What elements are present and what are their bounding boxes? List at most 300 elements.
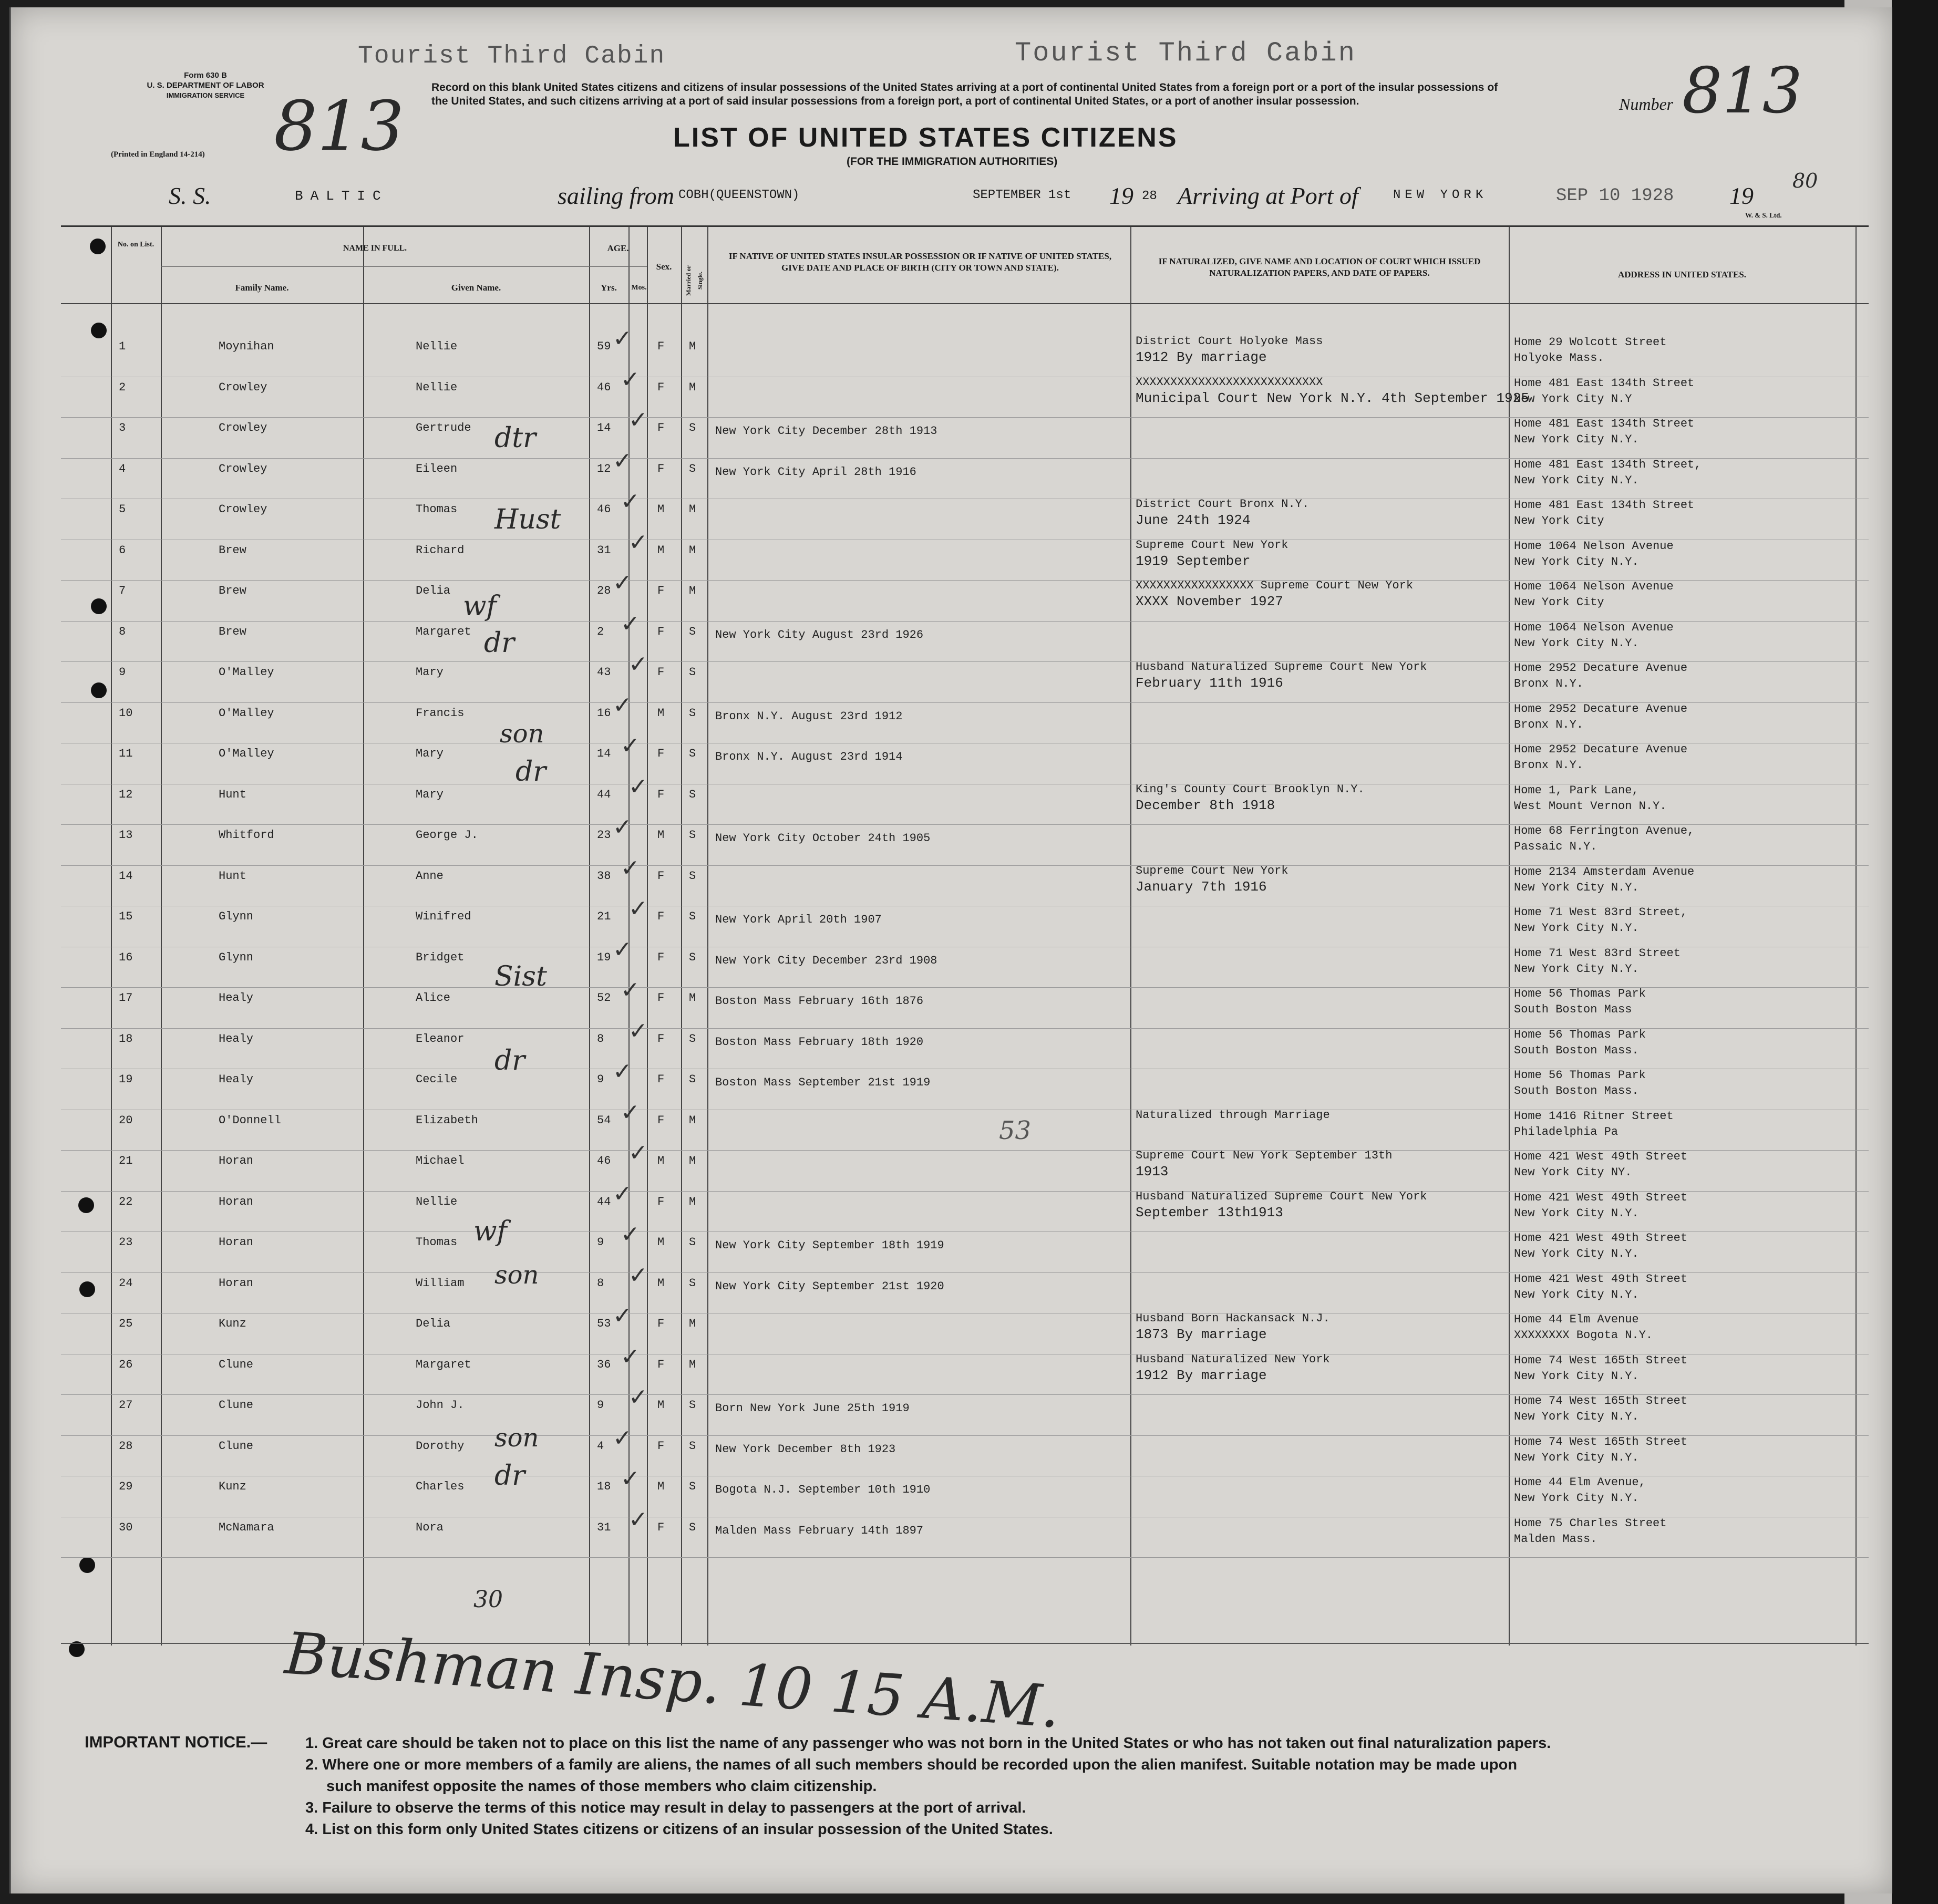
address-line-1: Home 481 East 134th Street (1514, 417, 1695, 430)
family-name: Glynn (219, 910, 254, 923)
family-name: Whitford (219, 829, 274, 842)
row-number: 7 (119, 584, 126, 597)
age-years: 43 (597, 666, 611, 679)
annotation-number: 53 (999, 1116, 1032, 1145)
address-line-2: Bronx N.Y. (1514, 677, 1584, 690)
row-number: 21 (119, 1154, 133, 1167)
naturalization-line-1: Husband Naturalized Supreme Court New York (1136, 660, 1427, 674)
sex: F (657, 1113, 665, 1127)
header-given: Given Name. (451, 283, 501, 293)
annotation-hust: Hust (494, 504, 561, 535)
annotation-wf: wf (463, 591, 497, 622)
check-mark: ✓ (621, 1343, 640, 1370)
check-mark: ✓ (613, 814, 632, 841)
age-years: 44 (597, 1195, 611, 1208)
naturalization-line-2: 1873 By marriage (1136, 1327, 1267, 1342)
sex: F (657, 462, 665, 475)
address-line-1: Home 44 Elm Avenue, (1514, 1476, 1646, 1489)
marital-status: M (689, 340, 696, 353)
header-mos: Mos. (631, 284, 647, 292)
birth-info: Boston Mass February 18th 1920 (715, 1035, 924, 1049)
address-line-1: Home 56 Thomas Park (1514, 1028, 1646, 1041)
address-line-2: Bronx N.Y. (1514, 759, 1584, 772)
check-mark: ✓ (621, 854, 640, 882)
header-naturalized: IF NATURALIZED, GIVE NAME AND LOCATION OF COURT WHICH ISSUED NATURALIZATION PAPERS, AND DATE OF PAPERS. (1158, 256, 1481, 278)
header-sex: Sex. (656, 262, 672, 272)
family-name: Healy (219, 1073, 254, 1086)
sex: M (657, 503, 665, 516)
sex: F (657, 950, 665, 964)
address-line-1: Home 1416 Ritner Street (1514, 1109, 1674, 1123)
naturalization-line-1: Supreme Court New York (1136, 538, 1288, 552)
family-name: Kunz (219, 1317, 246, 1330)
page-title: LIST OF UNITED STATES CITIZENS (673, 122, 1178, 153)
address-line-1: Home 1064 Nelson Avenue (1514, 539, 1674, 553)
check-mark: ✓ (613, 570, 632, 596)
marital-status: S (689, 1276, 696, 1290)
address-line-1: Home 68 Ferrington Avenue, (1514, 824, 1695, 837)
marital-status: M (689, 1195, 696, 1208)
given-name: Margaret (416, 625, 471, 638)
naturalization-line-1: XXXXXXXXXXXXXXXXXXXXXXXXXXX (1136, 375, 1323, 389)
check-mark: ✓ (621, 610, 640, 637)
age-years: 54 (597, 1113, 611, 1127)
annotation-total: 30 (473, 1586, 503, 1613)
family-name: Glynn (219, 950, 254, 964)
given-name: Nellie (416, 1195, 458, 1208)
marital-status: S (689, 1520, 696, 1534)
sex: M (657, 1154, 665, 1167)
family-name: Horan (219, 1195, 254, 1208)
departure-date: SEPTEMBER 1st (973, 188, 1071, 202)
address-line-2: New York City N.Y. (1514, 555, 1639, 568)
address-line-2: New York City N.Y. (1514, 473, 1639, 487)
address-line-2: Bronx N.Y. (1514, 718, 1584, 731)
age-years: 12 (597, 462, 611, 475)
number-label: Number (1619, 95, 1674, 113)
birth-info: Bronx N.Y. August 23rd 1914 (715, 750, 903, 763)
given-name: Delia (416, 584, 451, 597)
address-line-2: South Boston Mass. (1514, 1084, 1639, 1098)
address-line-2: West Mount Vernon N.Y. (1514, 799, 1667, 813)
sex: F (657, 584, 665, 597)
naturalization-line-2: 1919 September (1136, 553, 1251, 569)
family-name: Healy (219, 1032, 254, 1046)
given-name: Charles (416, 1480, 465, 1493)
age-years: 36 (597, 1358, 611, 1371)
address-line-2: New York City N.Y. (1514, 1410, 1639, 1423)
address-line-2: New York City NY. (1514, 1166, 1632, 1179)
marital-status: S (689, 666, 696, 679)
check-mark: ✓ (628, 1017, 648, 1044)
annotation-son: son (500, 719, 544, 749)
arriving-label: Arriving at Port of (1178, 182, 1358, 209)
row-number: 25 (119, 1317, 133, 1330)
given-name: Margaret (416, 1358, 471, 1371)
age-years: 8 (597, 1276, 604, 1290)
address-line-1: Home 481 East 134th Street (1514, 499, 1695, 512)
given-name: Mary (416, 747, 444, 760)
row-number: 26 (119, 1358, 133, 1371)
family-name: Hunt (219, 869, 246, 883)
address-line-2: New York City N.Y. (1514, 922, 1639, 935)
row-number: 9 (119, 666, 126, 679)
age-years: 8 (597, 1032, 604, 1046)
annotation-son: son (494, 1423, 539, 1453)
family-name: Kunz (219, 1480, 246, 1493)
naturalization-line-1: Supreme Court New York (1136, 864, 1288, 877)
check-mark: ✓ (621, 1099, 640, 1126)
row-number: 11 (119, 747, 133, 760)
family-name: Crowley (219, 380, 267, 394)
check-mark: ✓ (628, 407, 648, 433)
address-line-2: XXXXXXXX Bogota N.Y. (1514, 1329, 1653, 1342)
family-name: Crowley (219, 421, 267, 434)
address-line-1: Home 2134 Amsterdam Avenue (1514, 865, 1695, 878)
address-line-2: New York City N.Y. (1514, 1492, 1639, 1505)
family-name: Crowley (219, 503, 267, 516)
age-years: 14 (597, 747, 611, 760)
given-name: John J. (416, 1399, 465, 1412)
naturalization-line-2: September 13th1913 (1136, 1204, 1283, 1220)
family-name: McNamara (219, 1520, 274, 1534)
marital-status: S (689, 910, 696, 923)
address-line-1: Home 74 West 165th Street (1514, 1353, 1688, 1367)
year-prefix-2: 19 (1729, 182, 1754, 209)
address-line-1: Home 1, Park Lane, (1514, 783, 1639, 797)
birth-info: Boston Mass September 21st 1919 (715, 1076, 931, 1089)
address-line-1: Home 421 West 49th Street (1514, 1232, 1688, 1245)
address-line-2: New York City N.Y. (1514, 1247, 1639, 1260)
naturalization-line-2: June 24th 1924 (1136, 512, 1251, 528)
row-number: 19 (119, 1073, 133, 1086)
row-number: 22 (119, 1195, 133, 1208)
inspector-signature: Bushman Insp. 10 15 A.M. (283, 1619, 1063, 1741)
address-line-2: Philadelphia Pa (1514, 1125, 1619, 1139)
check-mark: ✓ (621, 1465, 640, 1492)
sex: F (657, 1439, 665, 1453)
check-mark: ✓ (628, 1384, 648, 1411)
check-mark: ✓ (628, 1261, 648, 1289)
given-name: Michael (416, 1154, 465, 1167)
birth-info: New York City September 21st 1920 (715, 1279, 944, 1293)
header-no: No. on List. (117, 241, 154, 249)
given-name: Elizabeth (416, 1113, 478, 1127)
given-name: Richard (416, 543, 465, 557)
age-years: 44 (597, 788, 611, 801)
record-instructions: Record on this blank United States citizens and citizens of insular possessions of the United States arriving at a port of continental United States from a foreign port or a port of the insular possessions of the United States, and such citizens arriving at a port of said insular possessions from a foreign port, a port of continental United States, or a port of another insular possession. (431, 81, 1498, 107)
sex: F (657, 991, 665, 1005)
naturalization-line-1: XXXXXXXXXXXXXXXXX Supreme Court New York (1136, 579, 1414, 592)
sex: F (657, 788, 665, 801)
given-name: Alice (416, 991, 451, 1005)
class-stamp-left: Tourist Third Cabin (358, 42, 666, 70)
age-years: 19 (597, 950, 611, 964)
annotation-wf: wf (473, 1216, 507, 1247)
age-years: 14 (597, 421, 611, 434)
marital-status: M (689, 1317, 696, 1330)
naturalization-line-1: Naturalized through Marriage (1136, 1108, 1330, 1122)
sex: F (657, 380, 665, 394)
annotation-sist: Sist (494, 961, 547, 992)
check-mark: ✓ (621, 977, 640, 1003)
check-mark: ✓ (628, 1506, 648, 1533)
address-line-1: Home 29 Wolcott Street (1514, 336, 1667, 349)
marital-status: S (689, 421, 696, 434)
check-mark: ✓ (613, 1180, 632, 1207)
row-number: 27 (119, 1399, 133, 1412)
address-line-1: Home 481 East 134th Street (1514, 376, 1695, 390)
age-years: 16 (597, 706, 611, 720)
family-name: Brew (219, 543, 246, 557)
check-mark: ✓ (613, 1058, 632, 1085)
address-line-1: Home 56 Thomas Park (1514, 987, 1646, 1000)
annotation-son: son (494, 1260, 539, 1290)
birth-info: Boston Mass February 16th 1876 (715, 995, 924, 1008)
form-number: Form 630 B (184, 71, 227, 80)
birth-info: New York April 20th 1907 (715, 913, 882, 926)
sex: M (657, 543, 665, 557)
naturalization-line-2: December 8th 1918 (1136, 797, 1275, 813)
sex: F (657, 625, 665, 638)
given-name: Bridget (416, 950, 465, 964)
marital-status: M (689, 1154, 696, 1167)
sex: M (657, 706, 665, 720)
address-line-1: Home 44 Elm Avenue (1514, 1313, 1639, 1326)
address-line-1: Home 421 West 49th Street (1514, 1272, 1688, 1286)
check-mark: ✓ (613, 447, 632, 474)
marital-status: S (689, 950, 696, 964)
given-name: Francis (416, 706, 465, 720)
row-number: 6 (119, 543, 126, 557)
sex: F (657, 421, 665, 434)
notice-list (305, 1733, 1855, 1840)
given-name: Eileen (416, 462, 458, 475)
given-name: Mary (416, 666, 444, 679)
address-line-2: South Boston Mass (1514, 1003, 1632, 1016)
manifest-sheet (9, 7, 1892, 1893)
marital-status: S (689, 1399, 696, 1412)
check-mark: ✓ (621, 1221, 640, 1248)
age-years: 31 (597, 1520, 611, 1534)
age-years: 9 (597, 1073, 604, 1086)
address-line-1: Home 2952 Decature Avenue (1514, 743, 1688, 756)
family-name: O'Malley (219, 747, 274, 760)
address-line-1: Home 421 West 49th Street (1514, 1150, 1688, 1163)
birth-info: New York City April 28th 1916 (715, 465, 916, 479)
address-line-1: Home 74 West 165th Street (1514, 1394, 1688, 1408)
sex: F (657, 1195, 665, 1208)
marital-status: S (689, 706, 696, 720)
sex: F (657, 1520, 665, 1534)
row-number: 15 (119, 910, 133, 923)
form-id-block (142, 70, 269, 100)
arrival-port: NEW YORK (1393, 188, 1488, 202)
departure-port: COBH(QUEENSTOWN) (678, 188, 800, 202)
row-number: 20 (119, 1113, 133, 1127)
header-yrs: Yrs. (601, 283, 617, 293)
sex: F (657, 340, 665, 353)
check-mark: ✓ (628, 529, 648, 556)
naturalization-line-1: District Court Holyoke Mass (1136, 335, 1323, 348)
address-line-1: Home 1064 Nelson Avenue (1514, 620, 1674, 634)
naturalization-line-1: District Court Bronx N.Y. (1136, 498, 1310, 511)
passenger-table (61, 225, 1869, 1646)
given-name: Eleanor (416, 1032, 465, 1046)
naturalization-line-2: Municipal Court New York N.Y. 4th September 1925 (1136, 390, 1529, 406)
marital-status: S (689, 1236, 696, 1249)
given-name: Thomas (416, 503, 458, 516)
marital-status: S (689, 625, 696, 638)
given-name: Anne (416, 869, 444, 883)
birth-info: New York City September 18th 1919 (715, 1239, 944, 1252)
age-years: 18 (597, 1480, 611, 1493)
family-name: Brew (219, 625, 246, 638)
birth-info: New York December 8th 1923 (715, 1442, 896, 1456)
address-line-2: New York City N.Y (1514, 392, 1632, 406)
header-married: Married or Single. (685, 265, 704, 296)
address-line-2: New York City N.Y. (1514, 1206, 1639, 1220)
notice-item: 3. Failure to observe the terms of this notice may result in delay to passengers at the port of arrival. (305, 1799, 1026, 1816)
check-mark: ✓ (613, 1302, 632, 1329)
given-name: Dorothy (416, 1439, 465, 1453)
row-number: 28 (119, 1439, 133, 1453)
address-line-1: Home 2952 Decature Avenue (1514, 702, 1688, 716)
age-years: 46 (597, 380, 611, 394)
address-line-2: New York City N.Y. (1514, 881, 1639, 894)
birth-info: Born New York June 25th 1919 (715, 1402, 910, 1415)
sex: F (657, 1073, 665, 1086)
sex: M (657, 829, 665, 842)
header-age: AGE. (607, 243, 629, 253)
annotation-dr: dr (494, 1460, 525, 1492)
check-mark: ✓ (628, 1140, 648, 1166)
sex: M (657, 1276, 665, 1290)
row-number: 17 (119, 991, 133, 1005)
marital-status: S (689, 788, 696, 801)
header-family: Family Name. (235, 283, 289, 293)
address-line-1: Home 2952 Decature Avenue (1514, 661, 1688, 675)
row-rule (61, 1557, 1869, 1558)
address-line-2: Holyoke Mass. (1514, 351, 1604, 365)
marital-status: M (689, 1358, 696, 1371)
birth-info: Bogota N.J. September 10th 1910 (715, 1483, 931, 1496)
row-number: 10 (119, 706, 133, 720)
sex: M (657, 1480, 665, 1493)
marital-status: S (689, 829, 696, 842)
address-line-1: Home 481 East 134th Street, (1514, 458, 1702, 471)
check-mark: ✓ (613, 325, 632, 352)
address-line-1: Home 421 West 49th Street (1514, 1191, 1688, 1204)
header-birth: IF NATIVE OF UNITED STATES INSULAR POSSESSION OR IF NATIVE OF UNITED STATES, GIVE DATE AND PLACE OF BIRTH (CITY OR TOWN AND STATE). (728, 251, 1112, 273)
sex: F (657, 910, 665, 923)
family-name: O'Malley (219, 666, 274, 679)
family-name: Healy (219, 991, 254, 1005)
address-line-1: Home 1064 Nelson Avenue (1514, 580, 1674, 593)
age-years: 46 (597, 1154, 611, 1167)
marital-status: S (689, 1480, 696, 1493)
number-value: 813 (1682, 55, 1803, 128)
age-years: 46 (597, 503, 611, 516)
row-number: 1 (119, 340, 126, 353)
age-years: 28 (597, 584, 611, 597)
age-years: 21 (597, 910, 611, 923)
family-name: O'Donnell (219, 1113, 281, 1127)
naturalization-line-2: 1912 By marriage (1136, 349, 1267, 365)
family-name: Moynihan (219, 340, 274, 353)
notice-item: such manifest opposite the names of those members who claim citizenship. (326, 1778, 877, 1795)
age-years: 23 (597, 829, 611, 842)
address-line-2: Malden Mass. (1514, 1532, 1597, 1546)
sex: F (657, 1317, 665, 1330)
family-name: Horan (219, 1276, 254, 1290)
header-address: ADDRESS IN UNITED STATES. (1617, 270, 1747, 280)
marital-status: S (689, 1073, 696, 1086)
row-number: 13 (119, 829, 133, 842)
age-years: 59 (597, 340, 611, 353)
row-number: 2 (119, 380, 126, 394)
check-mark: ✓ (613, 936, 632, 963)
row-number: 12 (119, 788, 133, 801)
birth-info: New York City October 24th 1905 (715, 832, 931, 845)
arrival-stamp: SEP 10 1928 (1556, 186, 1674, 206)
family-name: Clune (219, 1439, 254, 1453)
scan-border (1892, 0, 1938, 1904)
ship-name: BALTIC (295, 188, 388, 204)
family-name: O'Malley (219, 706, 274, 720)
given-name: William (416, 1276, 465, 1290)
naturalization-line-1: King's County Court Brooklyn N.Y. (1136, 782, 1365, 796)
given-name: Nora (416, 1520, 444, 1534)
sex: F (657, 666, 665, 679)
address-line-1: Home 56 Thomas Park (1514, 1069, 1646, 1082)
address-line-2: New York City (1514, 596, 1604, 609)
check-mark: ✓ (613, 691, 632, 719)
address-line-2: New York City (1514, 514, 1604, 527)
sailing-label: sailing from (558, 182, 674, 209)
sex: M (657, 1399, 665, 1412)
marital-status: M (689, 543, 696, 557)
voyage-line (11, 177, 1798, 219)
marital-status: S (689, 462, 696, 475)
given-name: Cecile (416, 1073, 458, 1086)
birth-info: Bronx N.Y. August 23rd 1912 (715, 709, 903, 723)
age-years: 4 (597, 1439, 604, 1453)
family-name: Clune (219, 1399, 254, 1412)
address-line-2: South Boston Mass. (1514, 1043, 1639, 1057)
notice-item: 1. Great care should be taken not to place on this list the name of any passenger who was not born in the United States or who has not taken out final naturalization papers. (305, 1735, 1551, 1752)
header-name: NAME IN FULL. (343, 244, 407, 253)
given-name: Nellie (416, 380, 458, 394)
naturalization-line-1: Husband Naturalized Supreme Court New York (1136, 1189, 1427, 1203)
marital-status: S (689, 1032, 696, 1046)
row-number: 18 (119, 1032, 133, 1046)
row-number: 24 (119, 1276, 133, 1290)
naturalization-line-2: 1913 (1136, 1164, 1169, 1179)
sex: F (657, 747, 665, 760)
annotation-dr: dr (516, 756, 547, 788)
row-number: 16 (119, 950, 133, 964)
address-line-2: New York City N.Y. (1514, 1451, 1639, 1464)
check-mark: ✓ (621, 488, 640, 515)
given-name: Thomas (416, 1236, 458, 1249)
marital-status: M (689, 380, 696, 394)
sex: F (657, 1032, 665, 1046)
birth-info: New York City August 23rd 1926 (715, 628, 924, 641)
notice-item: 2. Where one or more members of a family are aliens, the names of all such members should be recorded upon the alien manifest. Suitable notation may be made upon (305, 1756, 1518, 1773)
address-line-2: New York City N.Y. (1514, 962, 1639, 976)
marital-status: S (689, 1439, 696, 1453)
